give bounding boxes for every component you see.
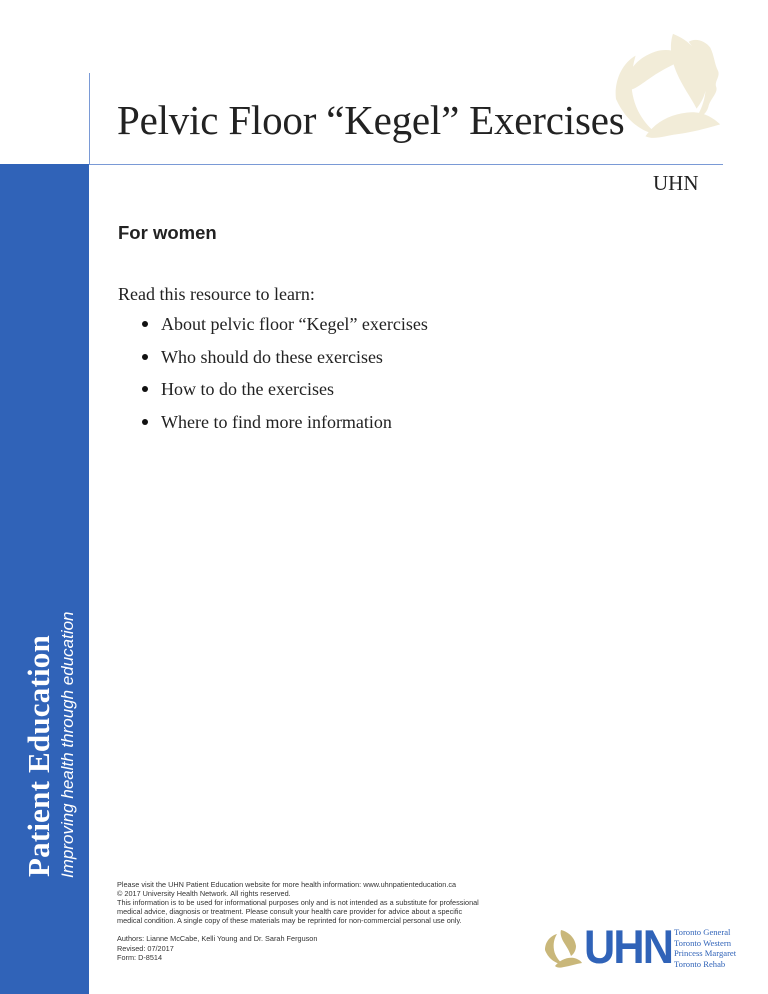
header-horizontal-rule — [89, 164, 723, 165]
sidebar-tagline: Improving health through education — [58, 611, 77, 878]
page-title: Pelvic Floor “Kegel” Exercises — [117, 97, 625, 143]
org-label: UHN — [653, 171, 699, 195]
bullet-icon — [142, 386, 148, 392]
sidebar-banner — [0, 164, 89, 994]
bullet-icon — [142, 419, 148, 425]
site-name: Toronto Rehab — [674, 958, 726, 969]
footer-website-line: Please visit the UHN Patient Education website for more health information: www.uhnpatienteducation.ca — [117, 880, 457, 889]
footer-authors: Authors: Lianne McCabe, Kelli Young and Dr. Sarah Ferguson — [117, 934, 318, 944]
list-item: Who should do these exercises — [118, 346, 428, 379]
learning-bullet-list — [118, 313, 428, 443]
list-item: Where to find more information — [118, 411, 428, 444]
footer-form-number: Form: D-8514 — [117, 952, 163, 962]
bullet-icon — [142, 321, 148, 327]
leaves-faces-icon — [612, 30, 730, 148]
uhn-leaves-mark-icon — [541, 928, 583, 970]
footer-disclaimer-line: This information is to be used for informational purposes only and is not intended as a substitute for professional — [117, 898, 479, 908]
uhn-sites-list — [674, 927, 736, 969]
site-name: Toronto General — [674, 927, 731, 937]
uhn-logo — [541, 920, 761, 974]
list-item: How to do the exercises — [118, 378, 428, 411]
uhn-wordmark: UHN — [584, 920, 673, 973]
site-name: Princess Margaret — [674, 948, 737, 958]
site-name: Toronto Western — [674, 937, 732, 948]
list-item: About pelvic floor “Kegel” exercises — [118, 313, 428, 346]
section-subtitle: For women — [118, 222, 217, 243]
footer-revised: Revised: 07/2017 — [117, 943, 174, 953]
footer-disclaimer-line: medical condition. A single copy of these materials may be reprinted for non-commercial personal use only. — [117, 916, 462, 926]
header-vertical-rule — [89, 73, 90, 165]
intro-text: Read this resource to learn: — [118, 284, 315, 304]
footer-disclaimer-line: medical advice, diagnosis or treatment. Please consult your health care provider for advice about a specific — [117, 907, 463, 917]
footer-copyright: © 2017 University Health Network. All rights reserved. — [117, 889, 291, 899]
bullet-icon — [142, 354, 148, 360]
footer-disclaimer — [117, 880, 537, 962]
sidebar-title: Patient Education — [21, 635, 56, 877]
